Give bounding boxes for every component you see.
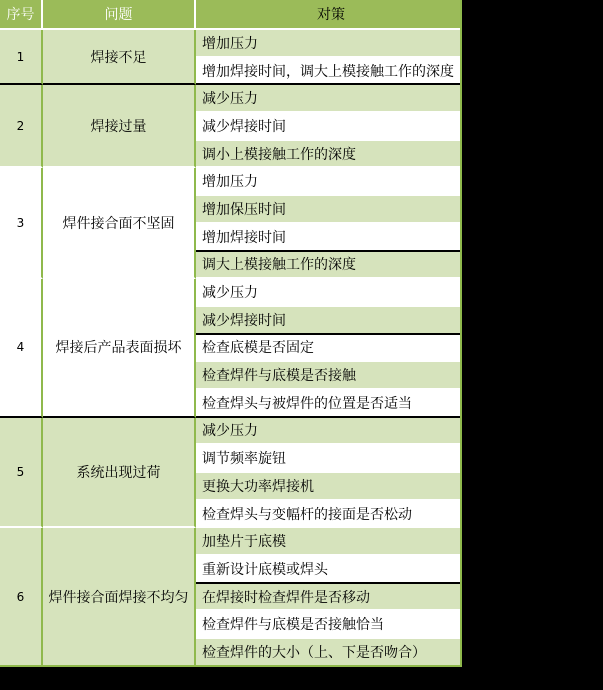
remedy-cell: 更换大功率焊接机 xyxy=(196,473,460,501)
problem-group xyxy=(0,85,460,168)
remedy-cell: 调大上模接触工作的深度 xyxy=(196,252,460,280)
remedy-cell: 减少压力 xyxy=(196,418,460,446)
col-header-remedy: 对策 xyxy=(317,6,345,23)
remedy-cell: 检查焊件的大小（上、下是否吻合） xyxy=(196,639,460,667)
remedy-column xyxy=(196,279,460,417)
problem-cell: 焊件接合面焊接不均匀 xyxy=(43,528,196,666)
remedy-cell: 调节频率旋钮 xyxy=(196,445,460,473)
remedy-cell: 增加焊接时间 xyxy=(196,224,460,252)
remedy-column xyxy=(196,418,460,529)
remedy-cell: 减少压力 xyxy=(196,279,460,307)
remedy-cell: 在焊接时检查焊件是否移动 xyxy=(196,584,460,612)
problem-cell: 焊接过量 xyxy=(43,85,196,168)
problem-cell: 焊接不足 xyxy=(43,30,196,85)
problem-group xyxy=(0,418,460,529)
table-header-row xyxy=(0,0,460,30)
remedy-cell: 增加保压时间 xyxy=(196,196,460,224)
problem-group xyxy=(0,528,460,666)
remedy-cell: 增加焊接时间，调大上模接触工作的深度 xyxy=(196,58,460,86)
remedy-cell: 检查底模是否固定 xyxy=(196,335,460,363)
serial-cell: 2 xyxy=(0,85,43,168)
remedy-cell: 重新设计底模或焊头 xyxy=(196,556,460,584)
serial-cell: 3 xyxy=(0,168,43,279)
col-header-serial: 序号 xyxy=(0,0,43,28)
problem-group xyxy=(0,279,460,417)
problem-cell: 焊接后产品表面损坏 xyxy=(43,279,196,417)
remedy-cell: 检查焊头与变幅杆的接面是否松动 xyxy=(196,501,460,529)
remedy-cell: 减少压力 xyxy=(196,85,460,113)
remedy-cell: 检查焊件与底模是否接触恰当 xyxy=(196,611,460,639)
remedy-column xyxy=(196,30,460,85)
remedy-cell: 检查焊件与底模是否接触 xyxy=(196,362,460,390)
remedy-column xyxy=(196,85,460,168)
remedy-cell: 增加压力 xyxy=(196,30,460,58)
remedy-cell: 增加压力 xyxy=(196,168,460,196)
remedy-cell: 减少焊接时间 xyxy=(196,113,460,141)
remedy-cell: 调小上模接触工作的深度 xyxy=(196,141,460,169)
serial-cell: 4 xyxy=(0,279,43,417)
serial-cell: 5 xyxy=(0,418,43,529)
serial-cell: 6 xyxy=(0,528,43,666)
problem-cell: 焊件接合面不坚固 xyxy=(43,168,196,279)
remedy-cell: 减少焊接时间 xyxy=(196,307,460,335)
col-header-problem: 问题 xyxy=(43,0,196,28)
remedy-cell: 加垫片于底模 xyxy=(196,528,460,556)
problem-group xyxy=(0,168,460,279)
remedy-cell: 检查焊头与被焊件的位置是否适当 xyxy=(196,390,460,418)
serial-cell: 1 xyxy=(0,30,43,85)
problem-group xyxy=(0,30,460,85)
remedy-column xyxy=(196,168,460,279)
problem-cell: 系统出现过荷 xyxy=(43,418,196,529)
remedy-column xyxy=(196,528,460,666)
table-body xyxy=(0,30,460,667)
